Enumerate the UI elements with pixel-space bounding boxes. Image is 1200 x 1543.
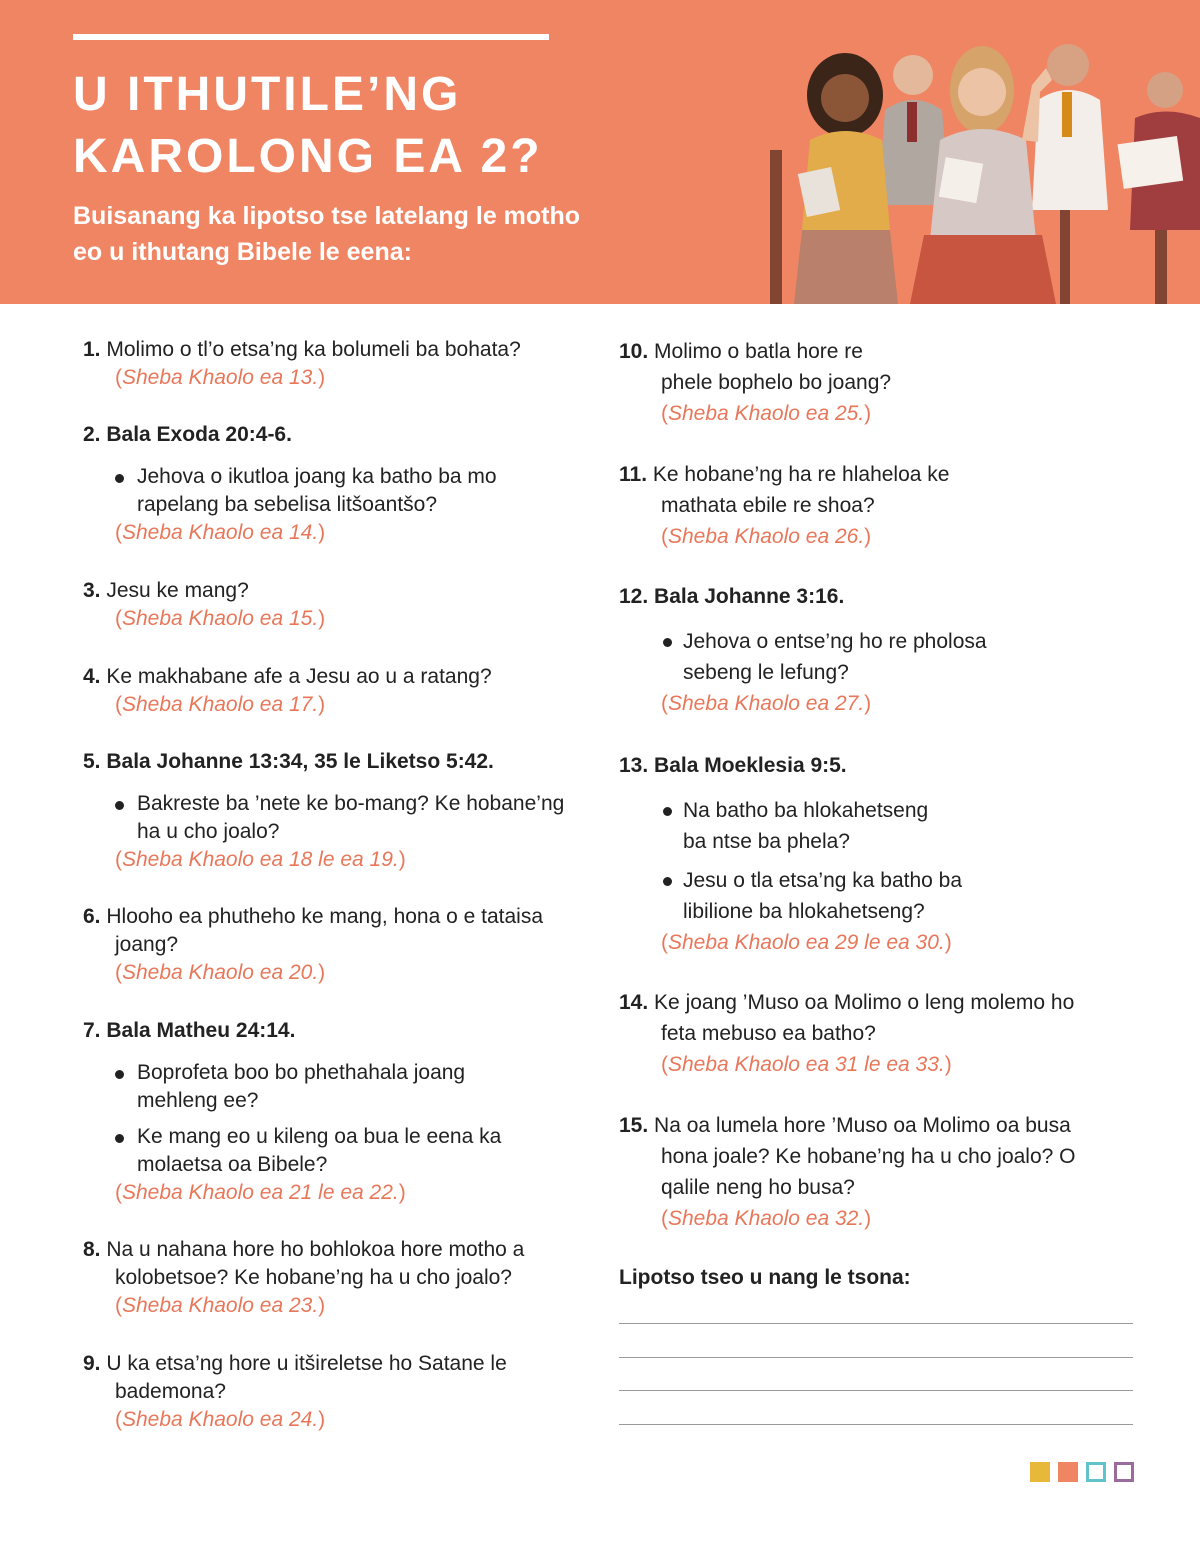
chapter-reference: (Sheba Khaolo ea 25.) — [661, 402, 872, 425]
chapter-reference: (Sheba Khaolo ea 23.) — [115, 1294, 326, 1317]
writing-line[interactable] — [619, 1323, 1133, 1324]
bullet-item: Ke mang eo u kileng oa bua le eena ka molaetsa oa Bibele? — [83, 1123, 598, 1179]
question-number: 15. — [619, 1114, 649, 1137]
question-text-cont: qalile neng ho busa? — [661, 1176, 855, 1199]
question-text: U ka etsa’ng hore u itšireletse ho Satane le — [106, 1352, 507, 1375]
question-number: 4. — [83, 665, 101, 688]
question-text-cont: joang? — [115, 933, 179, 956]
question-number: 12. — [619, 585, 649, 608]
question-number: 7. — [83, 1019, 101, 1042]
teal-square-outline-icon — [1086, 1462, 1106, 1482]
question-text: Bala Exoda 20:4-6. — [106, 423, 292, 446]
question-number: 2. — [83, 423, 101, 446]
question-text: Molimo o batla hore re — [654, 340, 863, 363]
question-5 — [83, 748, 598, 874]
own-questions-label: Lipotso tseo u nang le tsona: — [619, 1266, 911, 1289]
question-12 — [619, 581, 1134, 719]
audience-illustration — [760, 30, 1200, 304]
orange-square-icon — [1058, 1462, 1078, 1482]
bullet-icon — [115, 1134, 124, 1143]
writing-line[interactable] — [619, 1424, 1133, 1425]
chapter-reference: (Sheba Khaolo ea 31 le ea 33.) — [661, 1053, 952, 1076]
bullet-item: Jehova o entse’ng ho re pholosa sebeng le lefung? — [619, 626, 1134, 688]
question-number: 1. — [83, 338, 101, 361]
question-text: Bala Johanne 3:16. — [654, 585, 845, 608]
page-title — [73, 64, 713, 188]
chapter-reference: (Sheba Khaolo ea 29 le ea 30.) — [661, 931, 952, 954]
chapter-reference: (Sheba Khaolo ea 27.) — [661, 692, 872, 715]
chapter-reference: (Sheba Khaolo ea 21 le ea 22.) — [115, 1181, 406, 1204]
question-2 — [83, 421, 598, 547]
title-line-1: U ITHUTILE’NG — [73, 68, 462, 121]
question-text-cont: feta mebuso ea batho? — [661, 1022, 876, 1045]
question-text-cont: bademona? — [115, 1380, 226, 1403]
chapter-reference: (Sheba Khaolo ea 20.) — [115, 961, 326, 984]
chapter-reference: (Sheba Khaolo ea 14.) — [115, 521, 326, 544]
question-number: 11. — [619, 463, 648, 486]
question-number: 9. — [83, 1352, 101, 1375]
question-11 — [619, 459, 1134, 552]
question-text: Hlooho ea phutheho ke mang, hona o e tataisa — [106, 905, 544, 928]
question-number: 3. — [83, 579, 101, 602]
question-4 — [83, 663, 598, 719]
chapter-reference: (Sheba Khaolo ea 32.) — [661, 1207, 872, 1230]
bullet-item: Jesu o tla etsa’ng ka batho ba libilione ba hlokahetseng? — [619, 865, 1134, 927]
chapter-reference: (Sheba Khaolo ea 15.) — [115, 607, 326, 630]
question-9 — [83, 1350, 598, 1434]
chapter-reference: (Sheba Khaolo ea 17.) — [115, 693, 326, 716]
question-text: Ke joang ’Muso oa Molimo o leng molemo ho — [654, 991, 1075, 1014]
question-number: 8. — [83, 1238, 101, 1261]
bullet-item: Jehova o ikutloa joang ka batho ba mo rapelang ba sebelisa litšoantšo? — [83, 463, 598, 519]
question-text: Na oa lumela hore ’Muso oa Molimo oa busa — [654, 1114, 1071, 1137]
question-text: Bala Moeklesia 9:5. — [654, 754, 847, 777]
chapter-reference: (Sheba Khaolo ea 13.) — [115, 366, 326, 389]
header-rule — [73, 34, 549, 40]
question-text: Bala Johanne 13:34, 35 le Liketso 5:42. — [106, 750, 494, 773]
question-13 — [619, 750, 1134, 958]
question-10 — [619, 336, 1134, 429]
question-text: Molimo o tl’o etsa’ng ka bolumeli ba bohata? — [106, 338, 521, 361]
bullet-icon — [663, 877, 672, 886]
question-text: Jesu ke mang? — [106, 579, 249, 602]
bullet-icon — [115, 1070, 124, 1079]
bullet-icon — [663, 807, 672, 816]
bullet-item: Na batho ba hlokahetseng ba ntse ba phela? — [619, 795, 1134, 857]
question-text: Ke hobane’ng ha re hlaheloa ke — [652, 463, 950, 486]
question-number: 6. — [83, 905, 101, 928]
question-1 — [83, 336, 598, 392]
chapter-reference: (Sheba Khaolo ea 26.) — [661, 525, 872, 548]
question-3 — [83, 577, 598, 633]
bullet-icon — [115, 801, 124, 810]
question-number: 13. — [619, 754, 649, 777]
question-number: 14. — [619, 991, 649, 1014]
question-number: 5. — [83, 750, 101, 773]
question-text-cont: hona joale? Ke hobane’ng ha u cho joalo? O — [661, 1145, 1076, 1168]
subtitle-line-1: Buisanang ka lipotso tse latelang le motho — [73, 202, 581, 230]
yellow-square-icon — [1030, 1462, 1050, 1482]
writing-line[interactable] — [619, 1357, 1133, 1358]
title-line-2: KAROLONG EA 2? — [73, 130, 543, 183]
question-number: 10. — [619, 340, 649, 363]
question-text-cont: kolobetsoe? Ke hobane’ng ha u cho joalo? — [115, 1266, 512, 1289]
question-text: Ke makhabane afe a Jesu ao u a ratang? — [106, 665, 492, 688]
purple-square-outline-icon — [1114, 1462, 1134, 1482]
header-banner — [0, 0, 1200, 304]
bullet-item: Boprofeta boo bo phethahala joang mehleng ee? — [83, 1059, 598, 1115]
bullet-item: Bakreste ba ’nete ke bo-mang? Ke hobane’ng ha u cho joalo? — [83, 790, 598, 846]
bullet-icon — [663, 638, 672, 647]
question-text: Bala Matheu 24:14. — [106, 1019, 296, 1042]
question-15 — [619, 1110, 1134, 1234]
question-6 — [83, 903, 598, 987]
question-7 — [83, 1017, 598, 1207]
bullet-icon — [115, 474, 124, 483]
color-squares — [1030, 1462, 1134, 1482]
question-text-cont: mathata ebile re shoa? — [661, 494, 875, 517]
page-subtitle — [73, 198, 673, 270]
question-text: Na u nahana hore ho bohlokoa hore motho a — [106, 1238, 525, 1261]
writing-line[interactable] — [619, 1390, 1133, 1391]
question-8 — [83, 1236, 598, 1320]
chapter-reference: (Sheba Khaolo ea 24.) — [115, 1408, 326, 1431]
subtitle-line-2: eo u ithutang Bibele le eena: — [73, 238, 412, 266]
question-14 — [619, 987, 1134, 1080]
question-text-cont: phele bophelo bo joang? — [661, 371, 892, 394]
chapter-reference: (Sheba Khaolo ea 18 le ea 19.) — [115, 848, 406, 871]
